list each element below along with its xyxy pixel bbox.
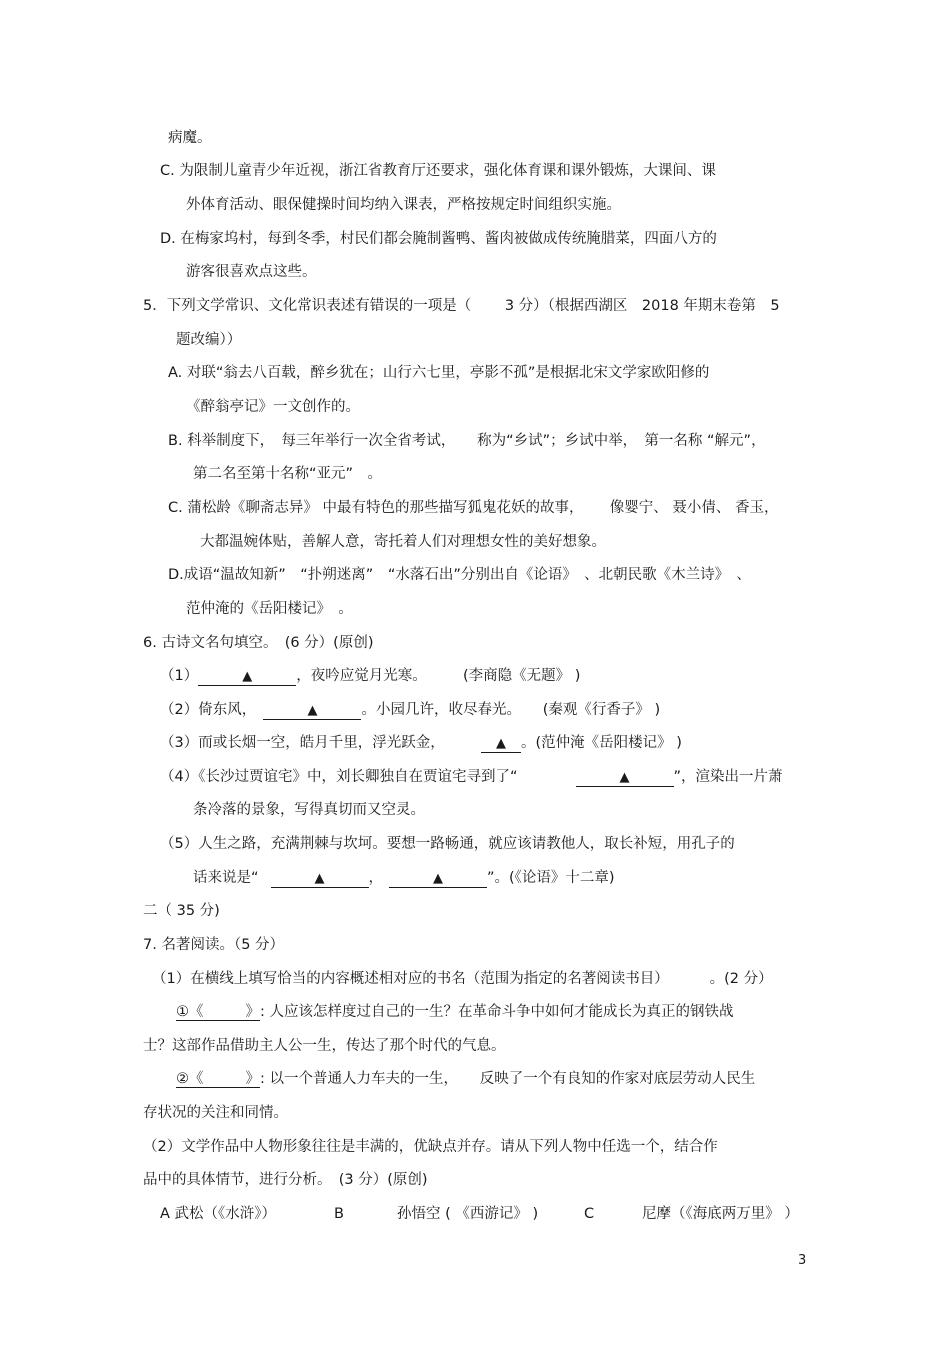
fill-item-5-blanks (193, 868, 615, 888)
item-text: 。小园几许，收尽春光。 (秦观《行香子》 ) (361, 702, 661, 718)
answer-blank[interactable] (481, 735, 521, 753)
book-blank[interactable] (176, 1071, 260, 1088)
text-line: 存状况的关注和同情。 (143, 1105, 288, 1121)
answer-blank[interactable] (198, 668, 296, 686)
option-d-line: D. 在梅家坞村，每到冬季，村民们都会腌制酱鸭、酱肉被做成传统腌腊菜，四面八方的 (160, 231, 717, 247)
item-text: 。(范仲淹《岳阳楼记》 ) (520, 735, 682, 751)
item-text: 话来说是“ (193, 870, 259, 886)
fill-item-3 (160, 733, 682, 753)
answer-blank[interactable] (271, 870, 369, 888)
question-7-stem: 7. 名著阅读。（5 分） (143, 937, 285, 953)
fill-item-2 (160, 700, 660, 720)
book-clue-1 (176, 1002, 734, 1022)
text-line: 条冷落的景象，写得真切而又空灵。 (193, 802, 425, 818)
triangle-icon: ▲ (619, 770, 630, 785)
answer-blank[interactable] (576, 769, 674, 787)
answer-blank[interactable] (263, 702, 361, 720)
choice-a: A 武松（《水浒》） (160, 1206, 277, 1222)
text-line: 病魔。 (168, 130, 212, 146)
question-5-stem: 5．下列文学常识、文化常识表述有错误的一项是（ 3 分）（根据西湖区 2018 年期末卷第 5 (143, 298, 780, 314)
fill-item-5: （5）人生之路，充满荆棘与坎坷。要想一路畅通，就应该请教他人，取长补短，用孔子的 (160, 836, 735, 852)
text-line: 大都温婉体贴，善解人意，寄托着人们对理想女性的美好想象。 (200, 534, 606, 550)
item-text: （2）倚东风， (160, 702, 264, 718)
text-line: 题改编）） (176, 332, 242, 348)
choice-c-letter: C (584, 1206, 595, 1222)
book-clue-2 (176, 1069, 755, 1089)
mark-text: ②《 (176, 1071, 204, 1087)
question-7-part-1: （1）在横线上填写恰当的内容概述相对应的书名（范围为指定的名著阅读书目） 。(2 分） (152, 971, 773, 987)
clue-text: : 以一个普通人力车夫的一生， 反映了一个有良知的作家对底层劳动人民生 (260, 1071, 756, 1087)
text-line: 《醉翁亭记》一文创作的。 (186, 399, 360, 415)
item-text: ， (368, 870, 384, 886)
triangle-icon: ▲ (433, 871, 444, 886)
mark-text: 》 (245, 1071, 260, 1087)
text-line: 士？这部作品借助主人公一生，传达了那个时代的气息。 (143, 1038, 506, 1054)
item-text: （4）《长沙过贾谊宅》中，刘长卿独自在贾谊宅寻到了“ (160, 769, 576, 785)
text-line: 范仲淹的《岳阳楼记》 。 (186, 601, 353, 617)
triangle-icon: ▲ (495, 736, 506, 751)
triangle-icon: ▲ (307, 703, 318, 718)
triangle-icon: ▲ (242, 669, 253, 684)
clue-text: : 人应该怎样度过自己的一生？在革命斗争中如何才能成长为真正的钢铁战 (260, 1004, 734, 1020)
mark-text: ①《 (176, 1004, 204, 1020)
option-b-line: B. 科举制度下， 每三年举行一次全省考试， 称为“乡试”；乡试中举， 第一名称 “解元”， (168, 433, 766, 449)
book-blank[interactable] (176, 1004, 260, 1021)
page-number: 3 (798, 1253, 807, 1268)
text-line: 品中的具体情节，进行分析。 (3 分）(原创) (143, 1172, 428, 1188)
choice-b: 孙悟空 ( 《西游记》 ) (397, 1206, 539, 1222)
question-7-part-2: （2）文学作品中人物形象往往是丰满的，优缺点并存。请从下列人物中任选一个，结合作 (143, 1139, 718, 1155)
answer-blank[interactable] (389, 870, 487, 888)
option-d-line: D.成语“温故知新” “扑朔迷离” “水落石出”分别出自《论语》 、北朝民歌《木兰诗》 、 (168, 567, 751, 583)
question-6-stem: 6. 古诗文名句填空。 (6 分）(原创) (143, 635, 374, 651)
text-line: 外体育活动、眼保健操时间均纳入课表，严格按规定时间组织实施。 (186, 197, 621, 213)
text-line: 游客很喜欢点这些。 (186, 264, 317, 280)
item-text: ”，渲染出一片萧 (673, 769, 783, 785)
choice-c: 尼摩（《海底两万里》 ） (642, 1206, 799, 1222)
fill-item-1 (160, 666, 580, 686)
item-text: ”。(《论语》十二章) (487, 870, 615, 886)
option-c-line: C. 为限制儿童青少年近视，浙江省教育厅还要求，强化体育课和课外锻炼，大课间、课 (160, 163, 716, 179)
item-text: ，夜吟应觉月光寒。 (李商隐《无题》 ) (296, 668, 581, 684)
fill-item-4 (160, 767, 783, 787)
item-text: （3）而或长烟一空，皓月千里，浮光跃金， (160, 735, 481, 751)
triangle-icon: ▲ (314, 871, 325, 886)
mark-text: 》 (245, 1004, 260, 1020)
text-line: 第二名至第十名称“亚元” 。 (193, 466, 383, 482)
choice-b-letter: B (334, 1206, 344, 1222)
option-a-line: A. 对联“翁去八百载，醉乡犹在；山行六七里，亭影不孤”是根据北宋文学家欧阳修的 (168, 365, 710, 381)
option-c-line: C. 蒲松龄《聊斋志异》 中最有特色的那些描写狐鬼花妖的故事， 像婴宁、 聂小倩、 香玉， (168, 500, 779, 516)
item-number: （1） (160, 668, 199, 684)
section-2-heading: 二（ 35 分) (143, 903, 220, 919)
